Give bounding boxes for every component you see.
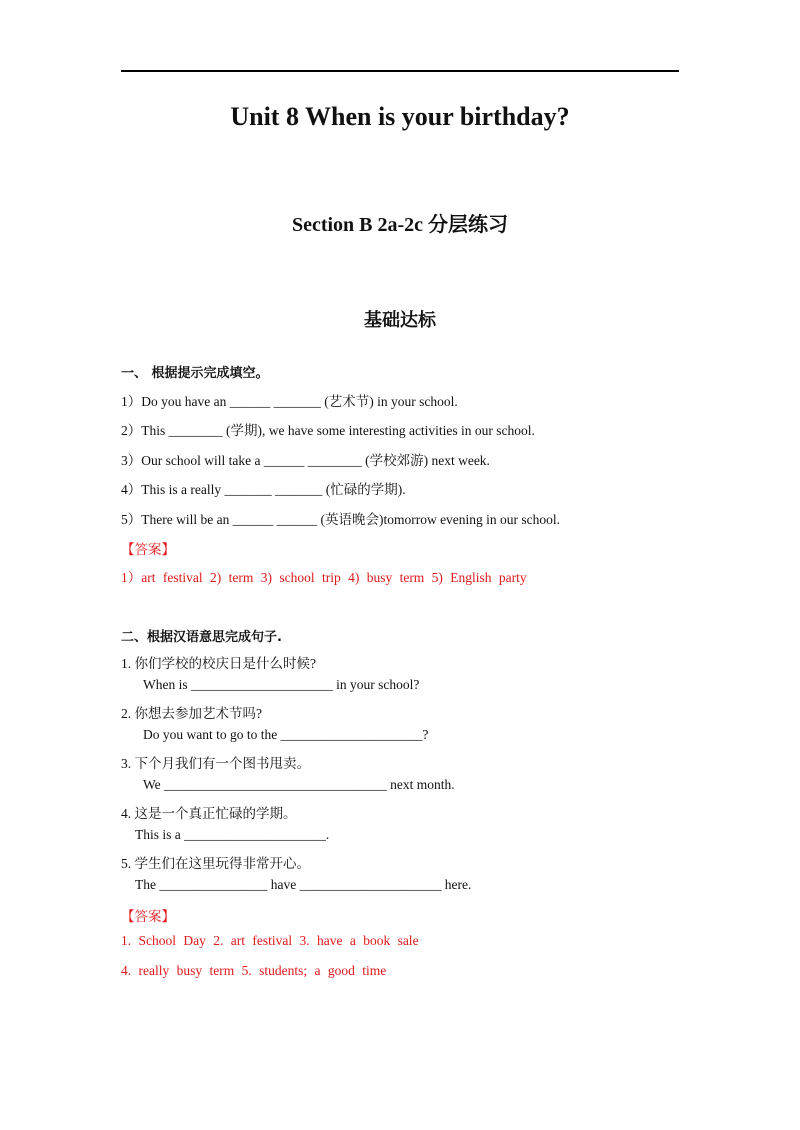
part1-item-5: 5）There will be an ______ ______ (英语晚会)tomorrow evening in our school. <box>121 512 561 527</box>
part1-answer-label: 【答案】 <box>121 542 175 557</box>
part2-heading: 二、根据汉语意思完成句子. <box>121 630 282 645</box>
part2-item-4-cn: 4. 这是一个真正忙碌的学期。 <box>121 806 297 821</box>
section-subtitle: Section B 2a-2c 分层练习 <box>291 214 509 236</box>
part2-answer-label: 【答案】 <box>121 909 175 924</box>
part1-answer: 1）art festival 2) term 3) school trip 4) busy term 5) English party <box>121 570 527 585</box>
page-title: Unit 8 When is your birthday? <box>230 102 570 131</box>
part2-item-2-en: Do you want to go to the _____________________? <box>143 727 429 742</box>
top-rule <box>121 70 679 72</box>
part1-item-4: 4）This is a really _______ _______ (忙碌的学期). <box>121 482 406 497</box>
part2-item-3-cn: 3. 下个月我们有一个图书甩卖。 <box>121 756 310 771</box>
part1-item-2: 2）This ________ (学期), we have some interesting activities in our school. <box>121 423 535 438</box>
level-heading: 基础达标 <box>364 310 436 331</box>
part2-answer-2: 4. really busy term 5. students; a good time <box>121 963 387 978</box>
part2-item-5-cn: 5. 学生们在这里玩得非常开心。 <box>121 856 310 871</box>
part2-item-1-cn: 1. 你们学校的校庆日是什么时候? <box>121 656 316 671</box>
part1-heading: 一、 根据提示完成填空。 <box>121 366 269 381</box>
part2-answer-1: 1. School Day 2. art festival 3. have a book sale <box>121 933 419 948</box>
part1-item-1: 1）Do you have an ______ _______ (艺术节) in your school. <box>121 394 458 409</box>
part2-item-4-en: This is a _____________________. <box>135 827 330 842</box>
part2-item-5-en: The ________________ have _____________________ here. <box>135 877 472 892</box>
part2-item-3-en: We _________________________________ next month. <box>143 777 455 792</box>
part2-item-2-cn: 2. 你想去参加艺术节吗? <box>121 706 262 721</box>
part2-item-1-en: When is _____________________ in your school? <box>143 677 420 692</box>
part1-item-3: 3）Our school will take a ______ ________ (学校郊游) next week. <box>121 453 490 468</box>
